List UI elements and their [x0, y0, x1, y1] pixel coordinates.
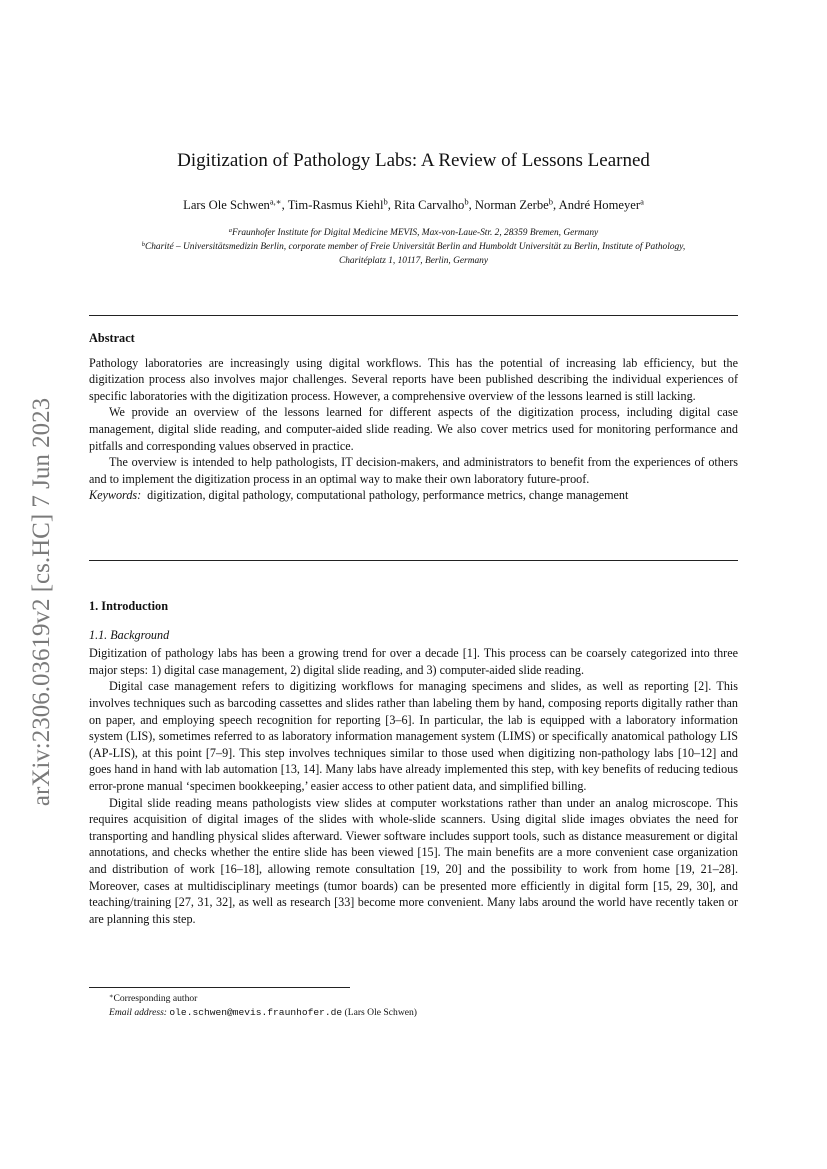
- introduction-section: [89, 598, 738, 927]
- arxiv-sidebar-stamp: [22, 372, 62, 832]
- abstract-top-rule: [89, 315, 738, 316]
- paper-title: Digitization of Pathology Labs: A Review of Lessons Learned: [177, 150, 650, 171]
- affiliation-b: $^b$Charité – Universitätsmedizin Berlin, corporate member of Freie Universität Berlin and Humboldt Universität zu Berlin, Institute of Pathology,: [141, 240, 686, 252]
- footnote-email: Email address: ole.schwen@mevis.fraunhofer.de (Lars Ole Schwen): [109, 1007, 418, 1018]
- email-address[interactable]: ole.schwen@mevis.fraunhofer.de: [169, 1007, 343, 1018]
- subsection-heading: 1.1. Background: [89, 627, 170, 642]
- body-paragraph: Digital case management refers to digitizing workflows for managing specimens and slides, as well as reporting [2]. This involves techniques such as barcoding cassettes and slides rather than labeling them by hand, composing reports digitally rather than on paper, and employing speech recognition for reporting [3–6]. In particular, the lab is equipped with a laboratory information system (LIS), sometimes referred to as laboratory information management system (LIMS) or specifically anatomical pathology LIS (AP-LIS), at this point [7–9]. This step involves techniques similar to those used when digitizing non-pathology labs [10–12] and goes hand in hand with lab automation [13, 14]. Many labs have already implemented this step, with key benefits of reducing tedious error-prone manual ‘specimen bookkeeping,’ easier access to other patient data, and simplified billing.: [89, 679, 738, 793]
- affiliation-b-address: Charitéplatz 1, 10117, Berlin, Germany: [338, 256, 489, 266]
- abstract-paragraph: We provide an overview of the lessons learned for different aspects of the digitization process, including digital case management, digital slide reading, and computer-aided slide reading. We also cover metrics used for monitoring performance and pitfalls and corresponding values observed in practice.: [89, 405, 738, 453]
- footnote: [89, 992, 738, 1020]
- affiliation-a: $^a$Fraunhofer Institute for Digital Medicine MEVIS, Max-von-Laue-Str. 2, 28359 Bremen, Germany: [228, 226, 599, 238]
- abstract-paragraph: The overview is intended to help pathologists, IT decision-makers, and administrators to benefit from the experiences of others and to implement the digitization process in an optimal way to make their own laboratory future-proof.: [89, 455, 738, 486]
- keywords-text: digitization, digital pathology, computational pathology, performance metrics, change management: [147, 488, 629, 503]
- section-heading: 1. Introduction: [89, 599, 169, 613]
- footnote-corresponding: ∗Corresponding author: [109, 992, 198, 1004]
- arxiv-identifier: arXiv:2306.03619v2 [cs.HC] 7 Jun 2023: [28, 397, 55, 807]
- body-paragraph: Digitization of pathology labs has been a growing trend for over a decade [1]. This process can be coarsely categorized into three major steps: 1) digital case management, 2) digital slide reading, and 3) computer-aided slide reading.: [89, 646, 738, 677]
- abstract-section: [89, 330, 738, 504]
- keywords-line: [89, 487, 738, 504]
- affiliations: [69, 226, 758, 268]
- author: Norman Zerbe$^b$: [474, 196, 553, 212]
- author: André Homeyer$^a$: [558, 196, 644, 212]
- author-list: Lars Ole Schwen$^{a,∗}$, Tim-Rasmus Kiehl$^b$, Rita Carvalho$^b$, Norman Zerbe$^b$, André Homeyer$^a$: [183, 196, 644, 212]
- author: Tim-Rasmus Kiehl$^b$: [287, 196, 388, 212]
- keywords-label: Keywords:: [89, 488, 142, 503]
- footnote-rule: [89, 987, 350, 988]
- body-paragraph: Digital slide reading means pathologists view slides at computer workstations rather than under an analog microscope. This requires acquisition of digital images of the slides with whole-slide scanners. Using digital slide images obviates the need for transporting and handling physical slides afterward. Viewer software includes support tools, such as distance measurement or digital annotations, and checks whether the entire slide has been viewed [15]. The main benefits are a more convenient case organization and distribution of work [16–18], allowing remote consultation [19, 20] and the possibility to work from home [19, 21–28]. Moreover, cases at multidisciplinary meetings (tumor boards) can be presented more efficiently in digital form [15, 29, 30], and teaching/training [27, 31, 32], as well as research [33] become more convenient. Many labs around the world have recently taken or are planning this step.: [89, 795, 738, 926]
- author: Lars Ole Schwen$^{a,∗}$: [183, 196, 282, 212]
- author: Rita Carvalho$^b$: [394, 196, 469, 212]
- abstract-bottom-rule: [89, 560, 738, 561]
- abstract-paragraph: Pathology laboratories are increasingly using digital workflows. This has the potential of increasing lab efficiency, but the digitization process also involves major challenges. Several reports have been published describing the individual experiences of specific laboratories with the digitization process. However, a comprehensive overview of the lessons learned is still lacking.: [89, 355, 738, 403]
- abstract-heading: Abstract: [89, 331, 135, 345]
